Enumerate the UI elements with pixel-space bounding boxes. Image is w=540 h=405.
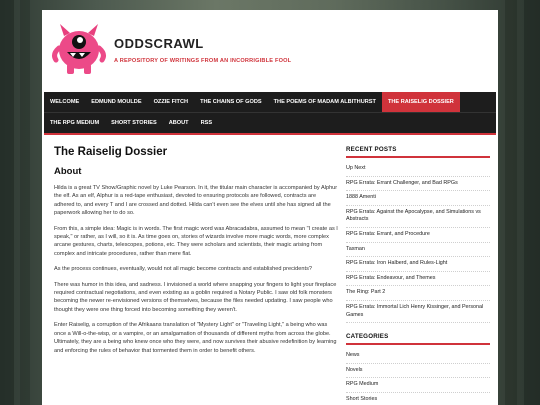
widget-spacer	[346, 323, 490, 333]
category-link[interactable]: Novels	[346, 364, 490, 379]
nav-item-short-stories[interactable]: SHORT STORIES	[111, 120, 157, 126]
category-link[interactable]: Short Stories	[346, 393, 490, 405]
page-title: The Raiselig Dossier	[54, 146, 168, 158]
categories-title: CATEGORIES	[346, 333, 389, 341]
category-link[interactable]: News	[346, 349, 490, 364]
main-content	[54, 146, 338, 362]
nav-item-edmund-moulde[interactable]: EDMUND MOULDE	[91, 99, 142, 105]
nav-item-ozzie-fitch[interactable]: OZZIE FITCH	[153, 99, 189, 105]
recent-post-link[interactable]: RPG Errata: Errant Challenger, and Bad RPGs	[346, 177, 490, 192]
sidebar	[346, 146, 490, 405]
recent-post-link[interactable]: Up Next	[346, 162, 490, 177]
categories-list	[346, 349, 490, 405]
category-link[interactable]: RPG Medium	[346, 378, 490, 393]
nav-item-rpg-medium[interactable]: THE RPG MEDIUM	[50, 120, 100, 126]
page-container	[42, 10, 498, 405]
background-tree	[20, 0, 30, 405]
recent-post-link[interactable]: RPG Errata: Immortal Lich Henry Kissinger, and Personal Games	[346, 301, 490, 323]
nav-item-rss[interactable]: RSS	[200, 120, 213, 126]
article-paragraph: There was humor in this idea, and sadness. I invisioned a world where snapping your fingers to light your fireplace required contractual negotiations, and even existing as a goblin required a Notary Public. I saw old folk monsters becoming the newer re-envisioned versions of themselves, because the files needed updating. I saw people who thought they were one thing forced into becoming something they weren't.	[54, 281, 337, 313]
article-paragraph: Enter Raiselig, a corruption of the Afrikaans translation of "Mystery Light" or "Traveling Light," a being who was once a Will-o-the-wisp, or a vampire, or an amalgamation of thousands of different myths from across the globe. Ultimately, they are a being who knew once who they were, and now survives their abusive redefinition by learning and enforcing the rules of behavior that tormented them in order to benefit others.	[54, 322, 337, 354]
article-paragraph: Hilda is a great TV Show/Graphic novel by Luke Pearson. In it, the titular main character is accompanied by Alphur the elf. As an elf, Alphur is a red-tape enthusiast, devoted to ensuring protocols are followed, contracts are adhered to, and every T and I are crossed and dotted. Hilda can't even see the elves until she has signed all the paperwork allowing her to do so.	[54, 185, 338, 217]
main-navigation	[44, 92, 496, 133]
nav-item-welcome[interactable]: WELCOME	[50, 99, 80, 105]
article-paragraph: From this, a simple idea: Magic is in words. The first magic word was Abracadabra, assumed to mean "I create as I speak," or rather, as I will, so it is. As time goes on, stories of wizards involve more magic words, more complex arcane gestures, charts, telescopes, potions, etc. They were scholars and scientists, their magic arising from complex and intricate procedures, rather than mere flat.	[54, 225, 338, 257]
recent-posts-list	[346, 162, 490, 323]
nav-row-secondary	[44, 113, 496, 133]
nav-item-raiselig-dossier[interactable]: THE RAISELIG DOSSIER	[382, 92, 460, 112]
recent-post-link[interactable]: 1888 Amenti	[346, 191, 490, 206]
nav-item-chains-of-gods[interactable]: THE CHAINS OF GODS	[200, 99, 262, 105]
recent-posts-title: RECENT POSTS	[346, 146, 397, 153]
widget-rule	[346, 156, 490, 158]
recent-post-link[interactable]: The Ring: Part 2	[346, 286, 490, 301]
nav-row-primary	[44, 92, 496, 113]
nav-accent-rule	[44, 133, 496, 135]
site-tagline: A REPOSITORY OF WRITINGS FROM AN INCORRIGIBLE FOOL	[114, 58, 292, 64]
recent-post-link[interactable]: RPG Errata: Endeavour, and Themes	[346, 272, 490, 287]
site-title[interactable]: ODDSCRAWL	[114, 36, 204, 51]
recent-post-link[interactable]: RPG Errata: Against the Apocalypse, and Simulations vs Abstracts	[346, 206, 490, 228]
nav-item-poems-madam-albithurst[interactable]: THE POEMS OF MADAM ALBITHURST	[273, 99, 376, 105]
monster-logo-icon[interactable]	[50, 22, 108, 80]
background-tree	[0, 0, 14, 405]
recent-post-link[interactable]: RPG Errata: Iron Halberd, and Rules-Light	[346, 257, 490, 272]
nav-item-about[interactable]: ABOUT	[168, 120, 189, 126]
background-tree	[505, 0, 517, 405]
site-header	[42, 10, 498, 92]
section-heading-about: About	[54, 166, 82, 177]
widget-rule	[346, 343, 490, 345]
article-paragraph: As the process continues, eventually, would not all magic become contracts and established precidents?	[54, 266, 312, 273]
recent-post-link[interactable]: Taxman	[346, 243, 490, 258]
recent-post-link[interactable]: RPG Errata: Errant, and Procedure	[346, 228, 490, 243]
background-tree	[524, 0, 540, 405]
